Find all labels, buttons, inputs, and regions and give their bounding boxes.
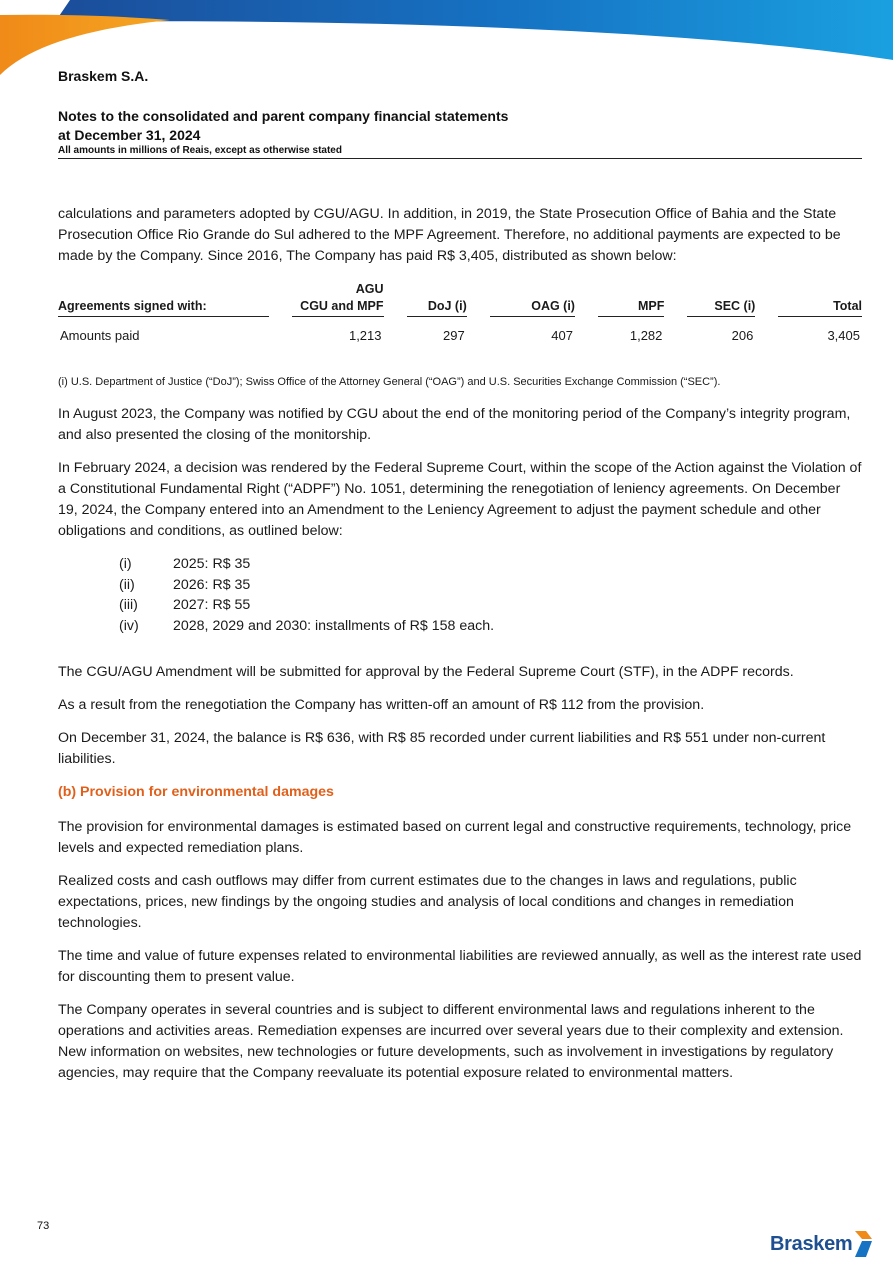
- paragraph: The Company operates in several countries and is subject to different environmental laws and regulations inherent to the operations and activities areas. Remediation expenses are incurred over several years due to their complexity and extension. New information on websites, new technologies or future developments, such as involvement in investigations by regulatory agencies, may require that the Company reevaluate its potential exposure related to environmental matters.: [58, 1002, 844, 1081]
- table-footnote: (i) U.S. Department of Justice (“DoJ”); Swiss Office of the Attorney General (“OAG”) and U.S. Securities Exchange Commission (“SEC”).: [58, 376, 721, 388]
- paragraph: As a result from the renegotiation the Company has written-off an amount of R$ 112 from the provision.: [58, 697, 705, 713]
- table-col-header: SEC (i): [687, 281, 755, 318]
- table-cell: 1,282: [629, 328, 663, 343]
- document-title: Notes to the consolidated and parent company financial statements: [58, 108, 509, 124]
- document-date: at December 31, 2024: [58, 127, 201, 143]
- table-col-header: Total: [778, 281, 862, 318]
- table-row: [58, 318, 862, 346]
- braskem-logo: [770, 1228, 874, 1260]
- list-item: (iii) 2027: R$ 55: [119, 597, 251, 613]
- table-cell: 297: [443, 328, 465, 343]
- table-header-row: [58, 281, 862, 318]
- table-col-header: DoJ (i): [407, 281, 467, 318]
- logo-mark-icon: [852, 1229, 874, 1259]
- table-header-label: Agreements signed with:: [58, 281, 269, 318]
- paragraph: In February 2024, a decision was rendered by the Federal Supreme Court, within the scope of the Action against the Violation of a Constitutional Fundamental Right (“ADPF”) No. 1051, determining the renegotiation of leniency agreements. On December 19, 2024, the Company entered into an Amendment to the Leniency Agreement to adjust the payment schedule and other obligations and conditions, as outlined below:: [58, 460, 862, 539]
- table-col-header: OAG (i): [490, 281, 575, 318]
- document-header: [58, 68, 862, 159]
- intro-paragraph: calculations and parameters adopted by CGU/AGU. In addition, in 2019, the State Prosecution Office of Bahia and the State Prosecution Office Rio Grande do Sul adhered to the MPF Agreement. Therefore, no additional payments are expected to be made by the Company. Since 2016, The Company has paid R$ 3,405, distributed as shown below:: [58, 206, 841, 264]
- table-cell: 3,405: [827, 328, 860, 343]
- table-col-header: AGU CGU and MPF: [292, 281, 383, 318]
- list-item: (i) 2025: R$ 35: [119, 556, 251, 572]
- paragraph: The CGU/AGU Amendment will be submitted for approval by the Federal Supreme Court (STF), in the ADPF records.: [58, 664, 794, 680]
- logo-text: Braskem: [770, 1232, 853, 1255]
- paragraph: In August 2023, the Company was notified by CGU about the end of the monitoring period of the Company’s integrity program, and also presented the closing of the monitorship.: [58, 406, 851, 443]
- table-cell: 1,213: [348, 328, 382, 343]
- row-label: Amounts paid: [60, 328, 140, 343]
- company-name: Braskem S.A.: [58, 68, 149, 84]
- payment-schedule-list: [58, 554, 862, 636]
- table-cell: 407: [551, 328, 573, 343]
- payments-table: [58, 281, 862, 346]
- table-cell: 206: [731, 328, 754, 343]
- list-item: (ii) 2026: R$ 35: [119, 576, 251, 593]
- paragraph: The provision for environmental damages is estimated based on current legal and constructive requirements, technology, price levels and expected remediation plans.: [58, 819, 852, 856]
- page-content: [58, 204, 862, 1096]
- header-divider: [58, 158, 862, 159]
- paragraph: The time and value of future expenses related to environmental liabilities are reviewed annually, as well as the interest rate used for discounting them to present value.: [58, 948, 862, 985]
- section-heading: (b) Provision for environmental damages: [58, 784, 334, 800]
- page-number: 73: [37, 1220, 50, 1232]
- paragraph: Realized costs and cash outflows may differ from current estimates due to the changes in laws and regulations, public expectations, prices, new findings by the ongoing studies and analysis of local conditions and changes in remediation technologies.: [58, 873, 797, 931]
- table-col-header: MPF: [598, 281, 664, 318]
- paragraph: On December 31, 2024, the balance is R$ 636, with R$ 85 recorded under current liabilities and R$ 551 under non-current liabilities.: [58, 730, 826, 767]
- list-item: (iv) 2028, 2029 and 2030: installments of R$ 158 each.: [119, 617, 495, 634]
- document-subtitle: All amounts in millions of Reais, except as otherwise stated: [58, 145, 342, 156]
